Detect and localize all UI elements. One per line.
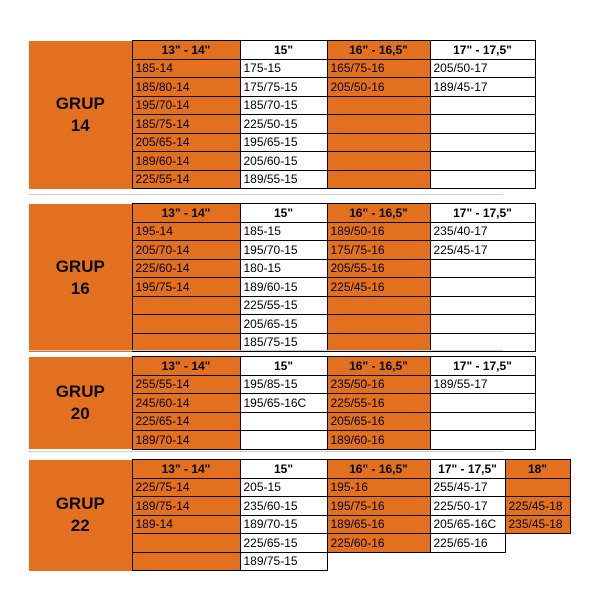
tire-size-cell: 205/55-16 <box>327 259 430 278</box>
grup-20-table <box>29 356 536 450</box>
tire-size-cell <box>132 552 240 571</box>
tire-size-cell: 189/50-16 <box>327 222 430 241</box>
tire-size-cell <box>327 152 430 171</box>
tire-size-cell: 189/60-15 <box>240 278 327 297</box>
tire-size-cell: 175/75-15 <box>240 78 327 97</box>
tire-size-cell: 189-14 <box>132 515 240 534</box>
tire-size-cell: 225/55-15 <box>240 296 327 315</box>
header-15: 15" <box>240 204 327 223</box>
tire-size-cell: 235/50-16 <box>327 375 430 394</box>
header-13-14: 13" - 14" <box>132 460 240 479</box>
tire-size-cell <box>132 534 240 553</box>
tire-size-cell: 255/55-14 <box>132 375 240 394</box>
header-13-14: 13" - 14" <box>132 357 240 376</box>
tire-size-cell <box>327 333 430 352</box>
tire-size-cell: 225/60-14 <box>132 259 240 278</box>
header-16-16-5: 16" - 16,5" <box>327 41 430 60</box>
tire-size-cell <box>132 296 240 315</box>
tire-size-cell: 205/50-17 <box>430 59 535 78</box>
tire-size-cell: 235/60-15 <box>240 497 327 516</box>
tire-size-cell: 225/45-16 <box>327 278 430 297</box>
tire-size-cell <box>327 296 430 315</box>
header-16-16-5: 16" - 16,5" <box>327 357 430 376</box>
tire-size-cell <box>327 96 430 115</box>
tire-size-cell: 195/65-15 <box>240 133 327 152</box>
header-17-17-5: 17" - 17,5" <box>430 41 535 60</box>
header-16-16-5: 16" - 16,5" <box>327 204 430 223</box>
grup-22-table <box>29 459 571 571</box>
tire-size-cell: 205-15 <box>240 478 327 497</box>
empty-cell <box>430 552 505 571</box>
tire-size-cell: 205/70-14 <box>132 241 240 260</box>
tire-size-cell: 225/65-14 <box>132 412 240 431</box>
tire-size-cell: 189/45-17 <box>430 78 535 97</box>
tire-size-cell: 225/50-17 <box>430 497 505 516</box>
tire-size-cell <box>430 259 535 278</box>
tire-size-cell <box>505 478 570 497</box>
tire-size-cell: 235/45-18 <box>505 515 570 534</box>
tire-size-cell: 195/75-14 <box>132 278 240 297</box>
tire-size-cell: 205/65-16 <box>327 412 430 431</box>
tire-size-cell: 189/60-16 <box>327 431 430 450</box>
tire-size-cell: 205/65-14 <box>132 133 240 152</box>
header-16-16-5: 16" - 16,5" <box>327 460 430 479</box>
tire-size-cell <box>327 133 430 152</box>
tire-size-cell: 195-16 <box>327 478 430 497</box>
tire-size-cell <box>132 333 240 352</box>
tire-size-cell <box>430 152 535 171</box>
tire-size-cell: 195/85-15 <box>240 375 327 394</box>
header-13-14: 13" - 14" <box>132 204 240 223</box>
tire-size-cell <box>430 96 535 115</box>
tire-size-cell: 235/40-17 <box>430 222 535 241</box>
tire-size-cell: 225/60-16 <box>327 534 430 553</box>
group-label: GRUP 20 <box>29 357 132 450</box>
tire-size-cell: 189/55-15 <box>240 170 327 189</box>
tire-size-cell <box>430 296 535 315</box>
grup-14-table <box>29 40 536 189</box>
tire-size-cell <box>327 315 430 334</box>
tire-size-cell: 189/75-15 <box>240 552 327 571</box>
tire-size-cell: 225/65-15 <box>240 534 327 553</box>
tire-size-cell: 195-14 <box>132 222 240 241</box>
tire-size-cell: 185/70-15 <box>240 96 327 115</box>
tire-size-cell: 225/45-18 <box>505 497 570 516</box>
header-18: 18" <box>505 460 570 479</box>
tire-size-cell <box>430 394 535 413</box>
tire-size-cell: 175/75-16 <box>327 241 430 260</box>
group-label: GRUP 16 <box>29 204 132 352</box>
divider <box>29 350 503 351</box>
tire-size-cell: 189/70-14 <box>132 431 240 450</box>
group-label: GRUP 22 <box>29 460 132 571</box>
empty-cell <box>505 552 570 571</box>
header-15: 15" <box>240 357 327 376</box>
tire-size-cell <box>132 315 240 334</box>
tire-size-cell <box>430 133 535 152</box>
tire-size-cell: 225/55-16 <box>327 394 430 413</box>
tire-size-cell <box>430 278 535 297</box>
tire-size-cell <box>430 115 535 134</box>
tire-size-cell <box>430 315 535 334</box>
tire-size-cell <box>240 412 327 431</box>
tire-size-cell: 165/75-16 <box>327 59 430 78</box>
tire-size-cell <box>430 412 535 431</box>
tire-size-cell: 195/65-16C <box>240 394 327 413</box>
tire-size-cell: 205/50-16 <box>327 78 430 97</box>
divider <box>29 451 503 452</box>
divider <box>29 194 503 195</box>
tire-size-cell: 180-15 <box>240 259 327 278</box>
tire-size-cell: 189/60-14 <box>132 152 240 171</box>
tire-size-cell: 189/70-15 <box>240 515 327 534</box>
tire-size-cell <box>430 431 535 450</box>
tire-size-cell <box>430 333 535 352</box>
empty-cell <box>327 552 430 571</box>
tire-size-cell: 185/75-14 <box>132 115 240 134</box>
tire-size-cell: 205/65-15 <box>240 315 327 334</box>
tire-size-cell: 225/50-15 <box>240 115 327 134</box>
header-15: 15" <box>240 41 327 60</box>
tire-size-cell <box>327 170 430 189</box>
header-13-14: 13" - 14" <box>132 41 240 60</box>
tire-size-cell <box>240 431 327 450</box>
tire-size-cell: 195/70-14 <box>132 96 240 115</box>
tire-size-cell: 189/55-17 <box>430 375 535 394</box>
tire-size-cell: 195/70-15 <box>240 241 327 260</box>
tire-size-cell <box>430 170 535 189</box>
tire-size-cell: 185/75-15 <box>240 333 327 352</box>
tire-size-cell: 195/75-16 <box>327 497 430 516</box>
tire-size-cell: 205/60-15 <box>240 152 327 171</box>
tire-size-cell: 225/55-14 <box>132 170 240 189</box>
tire-size-cell: 189/75-14 <box>132 497 240 516</box>
header-17-17-5: 17" - 17,5" <box>430 357 535 376</box>
tire-size-cell: 245/60-14 <box>132 394 240 413</box>
tire-size-cell: 225/65-16 <box>430 534 505 553</box>
header-17-17-5: 17" - 17,5" <box>430 204 535 223</box>
header-15: 15" <box>240 460 327 479</box>
tire-size-cell: 205/65-16C <box>430 515 505 534</box>
tire-size-cell: 225/45-17 <box>430 241 535 260</box>
tire-size-cell: 189/65-16 <box>327 515 430 534</box>
tire-size-cell <box>327 115 430 134</box>
tire-size-cell: 175-15 <box>240 59 327 78</box>
empty-cell <box>505 534 570 553</box>
tire-size-cell: 185-14 <box>132 59 240 78</box>
tire-size-cell: 225/75-14 <box>132 478 240 497</box>
group-label: GRUP 14 <box>29 41 132 189</box>
tire-size-cell: 185-15 <box>240 222 327 241</box>
tire-size-cell: 185/80-14 <box>132 78 240 97</box>
header-17-17-5: 17" - 17,5" <box>430 460 505 479</box>
tire-size-cell: 255/45-17 <box>430 478 505 497</box>
grup-16-table <box>29 203 536 352</box>
